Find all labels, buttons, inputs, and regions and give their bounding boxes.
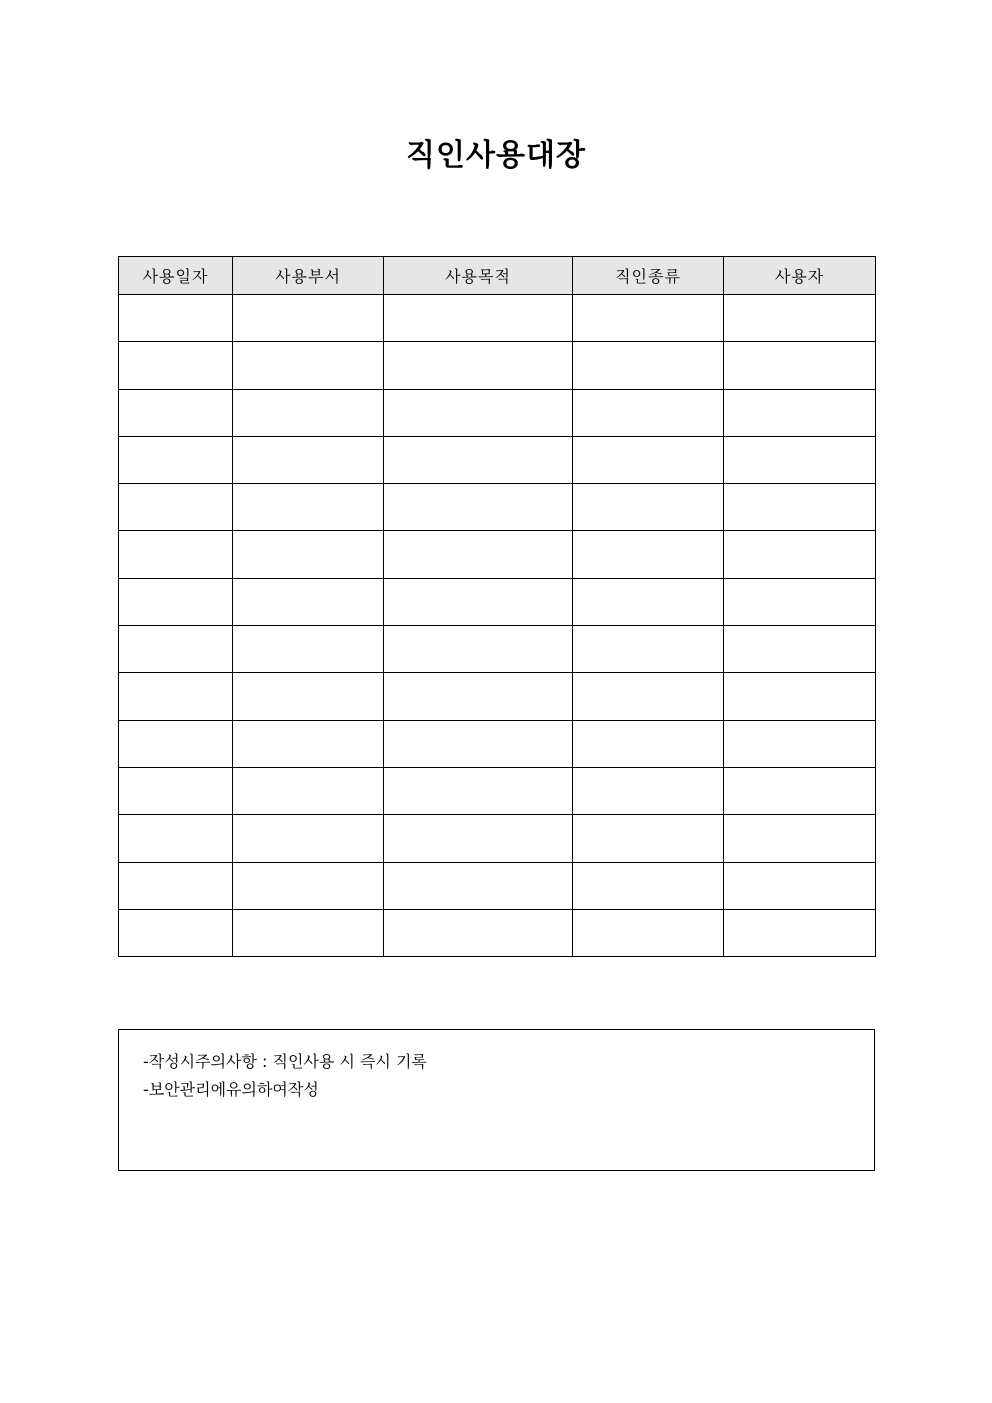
note-line: -작성시주의사항 : 직인사용 시 즉시 기록 (143, 1052, 427, 1071)
cell-user[interactable] (724, 862, 876, 909)
cell-purpose[interactable] (384, 909, 573, 956)
cell-user[interactable] (724, 673, 876, 720)
table-row (119, 531, 876, 578)
cell-user[interactable] (724, 342, 876, 389)
table-row (119, 436, 876, 483)
cell-usage-date[interactable] (119, 862, 233, 909)
cell-usage-date[interactable] (119, 531, 233, 578)
cell-user[interactable] (724, 626, 876, 673)
header-department: 사용부서 (233, 257, 384, 295)
cell-seal-type[interactable] (573, 720, 724, 767)
header-usage-date: 사용일자 (119, 257, 233, 295)
page-title: 직인사용대장 (406, 138, 586, 173)
notes-box (118, 1029, 875, 1171)
table-row (119, 815, 876, 862)
cell-user[interactable] (724, 909, 876, 956)
table-row (119, 626, 876, 673)
cell-purpose[interactable] (384, 295, 573, 342)
cell-usage-date[interactable] (119, 673, 233, 720)
cell-seal-type[interactable] (573, 626, 724, 673)
cell-seal-type[interactable] (573, 389, 724, 436)
cell-usage-date[interactable] (119, 626, 233, 673)
cell-usage-date[interactable] (119, 389, 233, 436)
header-seal-type: 직인종류 (573, 257, 724, 295)
seal-usage-table (118, 256, 876, 957)
cell-usage-date[interactable] (119, 909, 233, 956)
table-row (119, 673, 876, 720)
cell-purpose[interactable] (384, 484, 573, 531)
cell-department[interactable] (233, 484, 384, 531)
cell-user[interactable] (724, 767, 876, 814)
cell-seal-type[interactable] (573, 815, 724, 862)
cell-purpose[interactable] (384, 626, 573, 673)
table-row (119, 295, 876, 342)
cell-department[interactable] (233, 436, 384, 483)
cell-seal-type[interactable] (573, 531, 724, 578)
cell-purpose[interactable] (384, 673, 573, 720)
cell-user[interactable] (724, 815, 876, 862)
cell-user[interactable] (724, 531, 876, 578)
cell-seal-type[interactable] (573, 767, 724, 814)
cell-usage-date[interactable] (119, 342, 233, 389)
cell-usage-date[interactable] (119, 767, 233, 814)
cell-seal-type[interactable] (573, 484, 724, 531)
cell-purpose[interactable] (384, 436, 573, 483)
cell-department[interactable] (233, 673, 384, 720)
header-purpose: 사용목적 (384, 257, 573, 295)
note-line: -보안관리에유의하여작성 (143, 1080, 319, 1099)
cell-department[interactable] (233, 342, 384, 389)
cell-department[interactable] (233, 909, 384, 956)
cell-department[interactable] (233, 531, 384, 578)
table-header-row (119, 257, 876, 295)
table-row (119, 767, 876, 814)
cell-department[interactable] (233, 815, 384, 862)
cell-user[interactable] (724, 295, 876, 342)
cell-department[interactable] (233, 578, 384, 625)
cell-seal-type[interactable] (573, 673, 724, 720)
cell-usage-date[interactable] (119, 295, 233, 342)
cell-purpose[interactable] (384, 815, 573, 862)
cell-user[interactable] (724, 578, 876, 625)
cell-purpose[interactable] (384, 578, 573, 625)
table-row (119, 909, 876, 956)
header-user: 사용자 (724, 257, 876, 295)
cell-purpose[interactable] (384, 389, 573, 436)
cell-purpose[interactable] (384, 720, 573, 767)
cell-purpose[interactable] (384, 767, 573, 814)
cell-usage-date[interactable] (119, 436, 233, 483)
cell-purpose[interactable] (384, 531, 573, 578)
cell-department[interactable] (233, 767, 384, 814)
cell-user[interactable] (724, 484, 876, 531)
cell-user[interactable] (724, 389, 876, 436)
cell-seal-type[interactable] (573, 862, 724, 909)
cell-seal-type[interactable] (573, 436, 724, 483)
cell-user[interactable] (724, 436, 876, 483)
cell-user[interactable] (724, 720, 876, 767)
cell-usage-date[interactable] (119, 484, 233, 531)
cell-usage-date[interactable] (119, 578, 233, 625)
table-row (119, 862, 876, 909)
cell-purpose[interactable] (384, 862, 573, 909)
cell-usage-date[interactable] (119, 720, 233, 767)
cell-department[interactable] (233, 389, 384, 436)
cell-department[interactable] (233, 626, 384, 673)
cell-department[interactable] (233, 295, 384, 342)
cell-seal-type[interactable] (573, 342, 724, 389)
cell-department[interactable] (233, 862, 384, 909)
cell-usage-date[interactable] (119, 815, 233, 862)
cell-seal-type[interactable] (573, 909, 724, 956)
cell-seal-type[interactable] (573, 295, 724, 342)
table-row (119, 578, 876, 625)
cell-purpose[interactable] (384, 342, 573, 389)
cell-department[interactable] (233, 720, 384, 767)
table-row (119, 342, 876, 389)
cell-seal-type[interactable] (573, 578, 724, 625)
table-row (119, 389, 876, 436)
table-body (119, 295, 876, 957)
table-row (119, 484, 876, 531)
table-row (119, 720, 876, 767)
